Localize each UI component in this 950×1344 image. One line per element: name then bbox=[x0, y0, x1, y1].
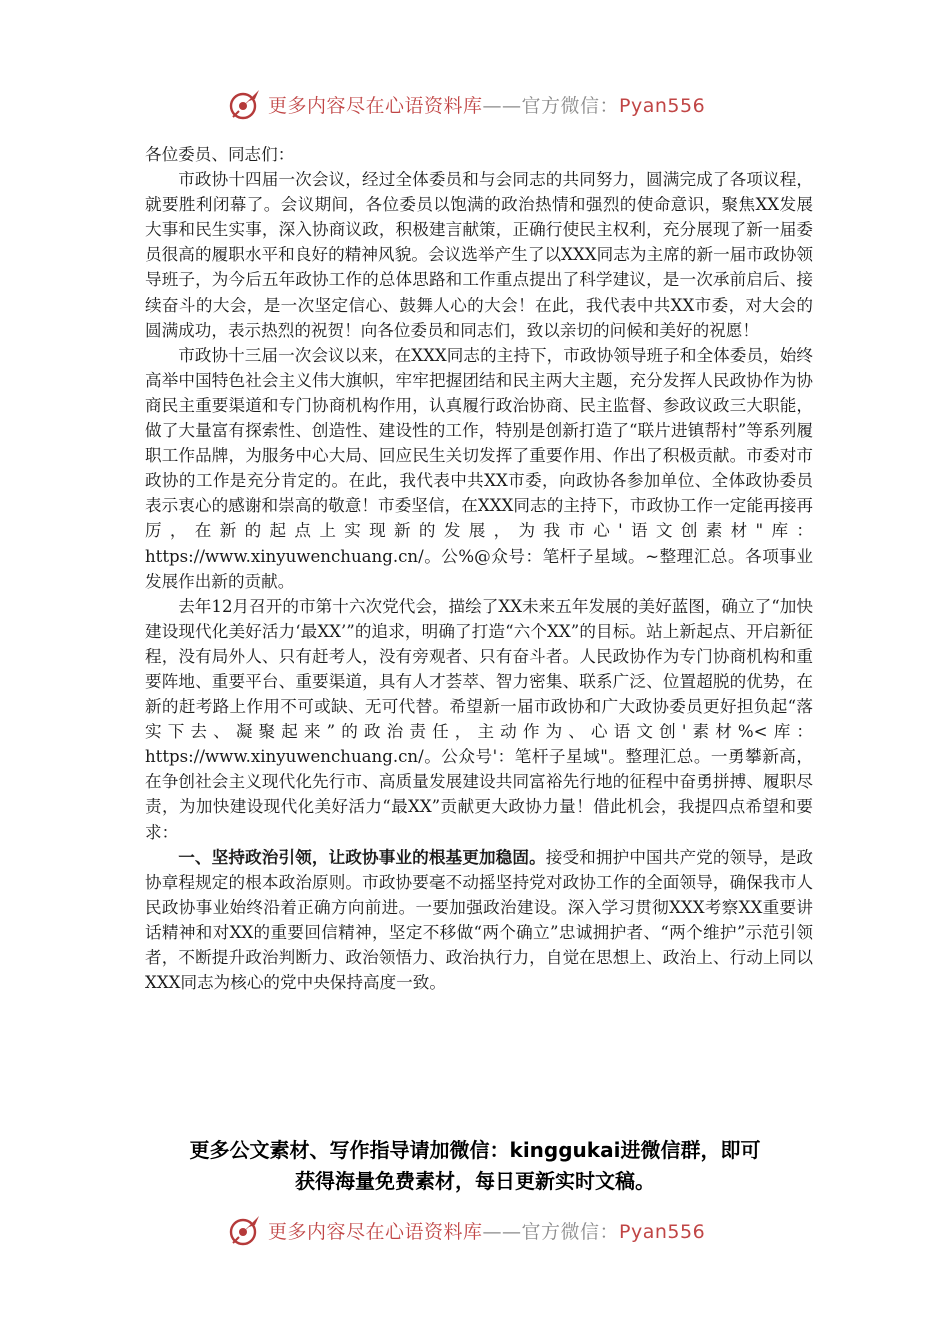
header-banner bbox=[228, 84, 748, 124]
banner-dash: —— bbox=[482, 94, 522, 117]
footer-banner bbox=[228, 1210, 748, 1250]
section-1-body: 接受和拥护中国共产党的领导，是政协章程规定的根本政治原则。市政协要毫不动摇坚持党对政协工作的全面领导，确保我市人民政协事业始终沿着正确方向前进。一要加强政治建设。深入学习贯彻XXX考察XX重要讲话精神和对XX的重要回信精神，坚定不移做“两个确立”忠诚拥护者、“两个维护”示范引领者，不断提升政治判断力、政治领悟力、政治执行力，自觉在思想上、政治上、行动上同以XXX同志为核心的党中央保持高度一致。 bbox=[145, 847, 814, 993]
section-1 bbox=[145, 845, 813, 996]
banner-title: 更多内容尽在心语资料库 bbox=[268, 1220, 483, 1243]
section-1-heading: 一、坚持政治引领，让政协事业的根基更加稳固。 bbox=[178, 847, 546, 867]
banner-wechat-label: 官方微信： bbox=[521, 1220, 620, 1243]
paragraph-3: 去年12月召开的市第十六次党代会，描绘了XX未来五年发展的美好蓝图，确立了“加快建设现代化美好活力‘最XX’”的追求，明确了打造“六个XX”的目标。站上新起点、开启新征程，没有局外人、只有赶考人，没有旁观者、只有奋斗者。人民政协作为专门协商机构和重要阵地、重要平台、重要渠道，具有人才荟萃、智力密集、联系广泛、位置超脱的优势，在新的赶考路上作用不可或缺、无可代替。希望新一届市政协和广大政协委员更好担负起“落实下去、凝聚起来”的政治责任，主动作为、心语文创'素材%<库：https://www.xinyuwenchuang.cn/。公众号'：笔杆子星域"。整理汇总。一勇攀新高，在争创社会主义现代化先行市、高质量发展建设共同富裕先行地的征程中奋勇拼搏、履职尽责，为加快建设现代化美好活力“最XX”贡献更大政协力量！借此机会，我提四点希望和要求： bbox=[145, 596, 813, 842]
banner-title: 更多内容尽在心语资料库 bbox=[268, 94, 483, 117]
banner-wechat-id: Pyan556 bbox=[619, 94, 706, 117]
salutation: 各位委员、同志们： bbox=[145, 145, 295, 164]
paragraph-1: 市政协十四届一次会议，经过全体委员和与会同志的共同努力，圆满完成了各项议程，就要胜利闭幕了。会议期间，各位委员以饱满的政治热情和强烈的使命意识，聚焦XX发展大事和民生实事，深入协商议政，积极建言献策，正确行使民主权利，充分展现了新一届委员很高的履职水平和良好的精神风貌。会议选举产生了以XXX同志为主席的新一届市政协领导班子，为今后五年政协工作的总体思路和工作重点提出了科学建议，是一次承前启后、接续奋斗的大会，是一次坚定信心、鼓舞人心的大会！在此，我代表中共XX市委，对大会的圆满成功，表示热烈的祝贺！向各位委员和同志们，致以亲切的问候和美好的祝愿！ bbox=[145, 170, 813, 340]
document-body bbox=[145, 142, 813, 995]
paragraph-2: 市政协十三届一次会议以来，在XXX同志的主持下，市政协领导班子和全体委员，始终高举中国特色社会主义伟大旗帜，牢牢把握团结和民主两大主题，充分发挥人民政协作为协商民主重要渠道和专门协商机构作用，认真履行政治协商、民主监督、参政议政三大职能，做了大量富有探索性、创造性、建设性的工作，特别是创新打造了“联片进镇帮村”等系列履职工作品牌，为服务中心大局、回应民生关切发挥了重要作用、作出了积极贡献。市委对市政协的工作是充分肯定的。在此，我代表中共XX市委，向政协各参加单位、全体政协委员表示衷心的感谢和崇高的敬意！市委坚信，在XXX同志的主持下，市政协工作一定能再接再厉，在新的起点上实现新的发展，为我市心'语文创素材"库：https://www.xinyuwenchuang.cn/。公%@众号：笔杆子星域。~整理汇总。各项事业发展作出新的贡献。 bbox=[145, 345, 813, 591]
banner-text bbox=[268, 91, 705, 118]
banner-dash: —— bbox=[482, 1220, 522, 1243]
quill-logo-icon bbox=[228, 1213, 262, 1247]
banner-wechat-label: 官方微信： bbox=[521, 94, 620, 117]
quill-logo-icon bbox=[228, 87, 262, 121]
promo-line-1: 更多公文素材、写作指导请加微信：kinggukai进微信群，即可 bbox=[189, 1138, 761, 1162]
promo-notice bbox=[140, 1135, 810, 1197]
banner-text bbox=[268, 1217, 705, 1244]
promo-line-2: 获得海量免费素材，每日更新实时文稿。 bbox=[295, 1169, 655, 1193]
banner-wechat-id: Pyan556 bbox=[619, 1220, 706, 1243]
